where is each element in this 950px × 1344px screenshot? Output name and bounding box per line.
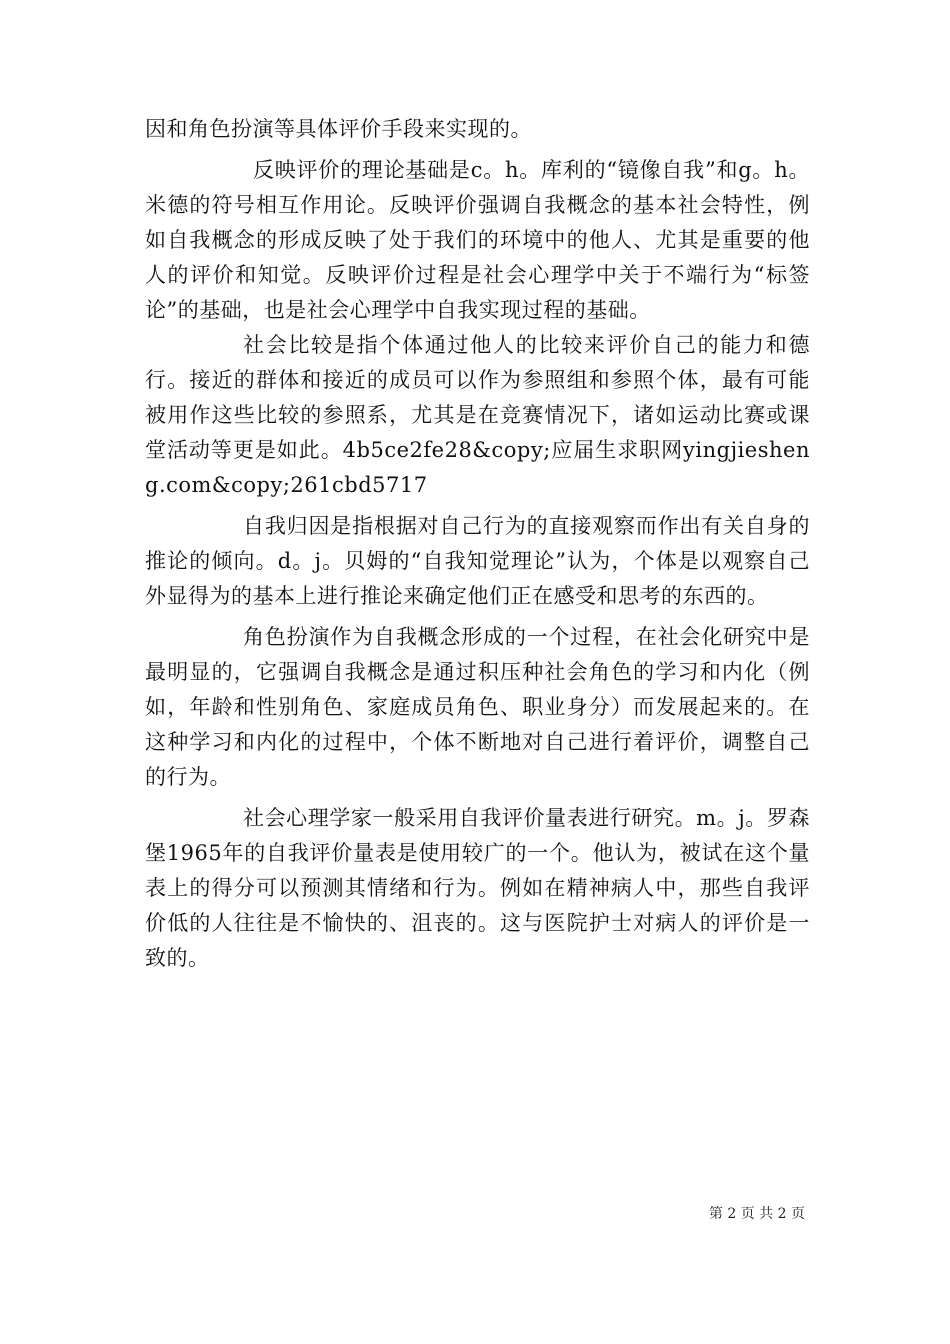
paragraph-self-esteem-scale: 社会心理学家一般采用自我评价量表进行研究。m。j。罗森堡1965年的自我评价量表是使用较广的一个。他认为，被试在这个量表上的得分可以预测其情绪和行为。例如在精神病人中，那些自我评价低的人往往是不愉快的、沮丧的。这与医院护士对病人的评价是一致的。 [145, 806, 810, 970]
paragraph-reflected-appraisal: 反映评价的理论基础是c。h。库利的“镜像自我”和g。h。米德的符号相互作用论。反映评价强调自我概念的基本社会特性，例如自我概念的形成反映了处于我们的环境中的他人、尤其是重要的他人的评价和知觉。反映评价过程是社会心理学中关于不端行为“标签论”的基础，也是社会心理学中自我实现过程的基础。 [145, 158, 810, 322]
paragraph-role-playing: 角色扮演作为自我概念形成的一个过程，在社会化研究中是最明显的，它强调自我概念是通过积压种社会角色的学习和内化（例如，年龄和性别角色、家庭成员角色、职业身分）而发展起来的。在这种学习和内化的过程中，个体不断地对自己进行着评价，调整自己的行为。 [145, 625, 810, 789]
paragraph-social-comparison: 社会比较是指个体通过他人的比较来评价自己的能力和德行。接近的群体和接近的成员可以作为参照组和参照个体，最有可能被用作这些比较的参照系，尤其是在竞赛情况下，诸如运动比赛或课堂活动等更是如此。4b5ce2fe28&copy;应届生求职网yingjiesheng.com&copy;261cbd5717 [145, 333, 810, 497]
paragraph-continuation: 因和角色扮演等具体评价手段来实现的。 [145, 117, 532, 141]
document-body [145, 112, 810, 976]
page-number-footer: 第 2 页 共 2 页 [708, 1206, 805, 1222]
paragraph-self-attribution: 自我归因是指根据对自己行为的直接观察而作出有关自身的推论的倾向。d。j。贝姆的“自我知觉理论”认为，个体是以观察自己外显得为的基本上进行推论来确定他们正在感受和思考的东西的。 [145, 514, 810, 608]
